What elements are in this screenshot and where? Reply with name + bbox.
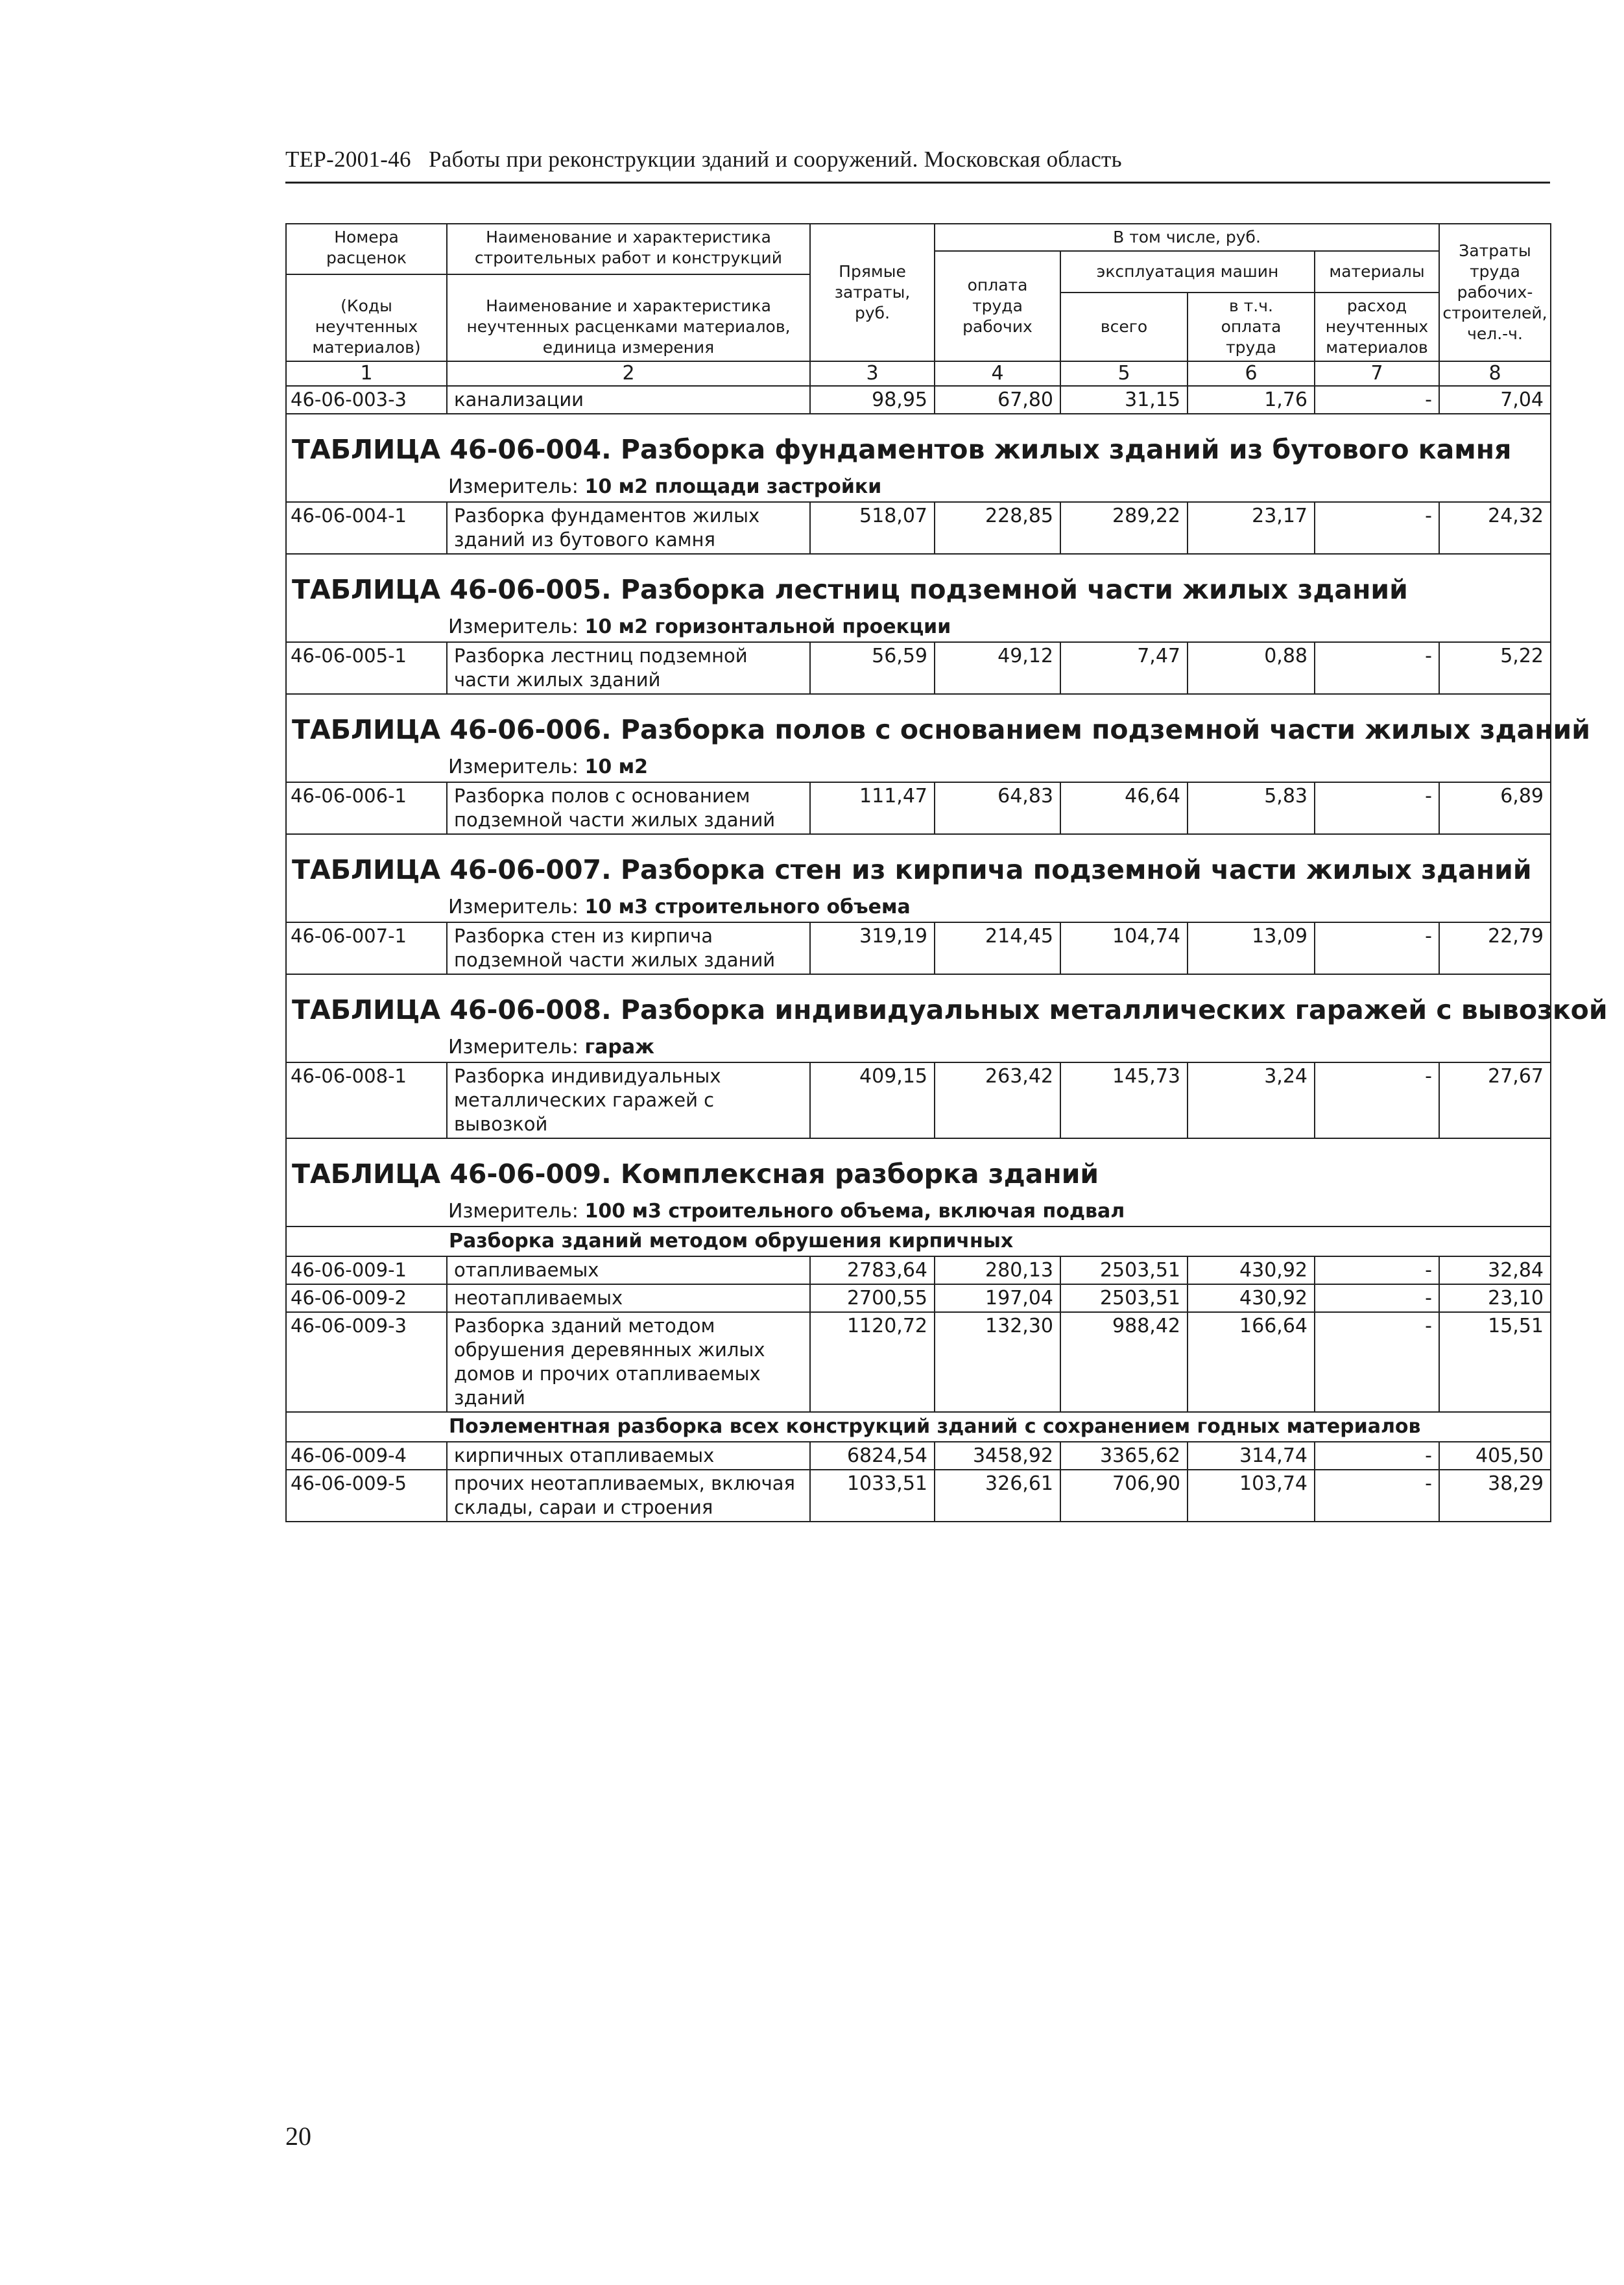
section-title: ТАБЛИЦА 46-06-004. Разборка фундаментов жилых зданий из бутового камня [286,414,1551,473]
rate-name: прочих неотапливаемых, включая склады, сараи и строения [447,1470,810,1522]
machines-wages-value: 430,92 [1188,1256,1315,1284]
direct-costs-value: 518,07 [810,502,935,554]
rates-table-container [285,223,1608,1522]
table-row [286,1256,1551,1284]
rate-code: 46-06-009-4 [286,1442,447,1470]
page-number: 20 [285,2122,311,2151]
wages-value: 3458,92 [935,1442,1060,1470]
measurer-label: Измеритель: [448,896,579,918]
direct-costs-value: 6824,54 [810,1442,935,1470]
labor-costs-value: 6,89 [1439,782,1551,834]
machines-wages-value: 314,74 [1188,1442,1315,1470]
labor-costs-value: 7,04 [1439,386,1551,414]
materials-value: - [1315,386,1439,414]
machines-wages-value: 103,74 [1188,1470,1315,1522]
rate-code: 46-06-005-1 [286,642,447,694]
rate-code: 46-06-009-3 [286,1312,447,1412]
direct-costs-value: 56,59 [810,642,935,694]
labor-costs-value: 5,22 [1439,642,1551,694]
measurer [286,893,1551,922]
rate-name: кирпичных отапливаемых [447,1442,810,1470]
head-materials: материалы [1315,251,1439,293]
measurer-row [286,473,1551,502]
wages-value: 49,12 [935,642,1060,694]
measurer-value: 100 м3 строительного объема, включая подвал [584,1200,1125,1223]
measurer-label: Измеритель: [448,1036,579,1059]
machines-total-value: 145,73 [1060,1062,1188,1138]
section-title-row [286,974,1551,1033]
head-machines: эксплуатация машин [1060,251,1315,293]
direct-costs-value: 409,15 [810,1062,935,1138]
labor-costs-value: 24,32 [1439,502,1551,554]
table-head-row-1 [286,224,1551,251]
materials-value: - [1315,1256,1439,1284]
column-number: 6 [1188,361,1315,386]
rate-name: отапливаемых [447,1256,810,1284]
wages-value: 214,45 [935,922,1060,974]
materials-value: - [1315,782,1439,834]
labor-costs-value: 38,29 [1439,1470,1551,1522]
machines-wages-value: 166,64 [1188,1312,1315,1412]
table-row [286,1442,1551,1470]
column-number: 1 [286,361,447,386]
section-title-row [286,554,1551,613]
direct-costs-value: 1033,51 [810,1470,935,1522]
machines-total-value: 289,22 [1060,502,1188,554]
column-number: 2 [447,361,810,386]
rate-code: 46-06-006-1 [286,782,447,834]
materials-value: - [1315,642,1439,694]
labor-costs-value: 15,51 [1439,1312,1551,1412]
wages-value: 64,83 [935,782,1060,834]
head-rate-number: Номера расценок (Коды неучтенных материалов) [286,224,447,361]
head-including: В том числе, руб. [935,224,1439,251]
machines-total-value: 3365,62 [1060,1442,1188,1470]
rate-name: Разборка полов с основанием подземной части жилых зданий [447,782,810,834]
rates-table-body [286,224,1608,1522]
rate-code: 46-06-007-1 [286,922,447,974]
wages-value: 197,04 [935,1284,1060,1312]
rate-code: 46-06-003-3 [286,386,447,414]
table-row [286,386,1551,414]
direct-costs-value: 111,47 [810,782,935,834]
rate-name: Разборка стен из кирпича подземной части жилых зданий [447,922,810,974]
measurer-value: 10 м3 строительного объема [584,896,911,918]
labor-costs-value: 32,84 [1439,1256,1551,1284]
measurer [286,1197,1551,1226]
machines-wages-value: 23,17 [1188,502,1315,554]
wages-value: 280,13 [935,1256,1060,1284]
head-materials-usage: расход неучтенных материалов [1315,293,1439,361]
head-machines-wages: в т.ч. оплата труда [1188,293,1315,361]
wages-value: 132,30 [935,1312,1060,1412]
document-title: Работы при реконструкции зданий и сооружений. Московская область [429,147,1122,172]
machines-total-value: 2503,51 [1060,1256,1188,1284]
subsection-heading: Разборка зданий методом обрушения кирпичных [286,1226,1551,1256]
materials-value: - [1315,502,1439,554]
machines-wages-value: 1,76 [1188,386,1315,414]
measurer [286,1033,1551,1062]
table-row [286,1062,1551,1138]
head-direct-costs: Прямые затраты, руб. [810,224,935,361]
section-title: ТАБЛИЦА 46-06-006. Разборка полов с основанием подземной части жилых зданий [286,694,1551,753]
machines-total-value: 46,64 [1060,782,1188,834]
materials-value: - [1315,1284,1439,1312]
measurer-label: Измеритель: [448,475,579,498]
rate-code: 46-06-009-5 [286,1470,447,1522]
machines-total-value: 2503,51 [1060,1284,1188,1312]
machines-total-value: 31,15 [1060,386,1188,414]
rate-code: 46-06-009-2 [286,1284,447,1312]
subsection-heading-row [286,1226,1551,1256]
wages-value: 228,85 [935,502,1060,554]
rate-name: Разборка лестниц подземной части жилых зданий [447,642,810,694]
document-code: ТЕР-2001-46 [285,147,411,172]
measurer-row [286,893,1551,922]
direct-costs-value: 1120,72 [810,1312,935,1412]
table-row [286,1470,1551,1522]
rates-table [285,223,1608,1522]
direct-costs-value: 2700,55 [810,1284,935,1312]
measurer-label: Измеритель: [448,756,579,778]
measurer-row [286,613,1551,642]
measurer-value: 10 м2 [584,756,649,778]
labor-costs-value: 22,79 [1439,922,1551,974]
column-number: 8 [1439,361,1551,386]
machines-total-value: 7,47 [1060,642,1188,694]
measurer-row [286,1033,1551,1062]
column-number: 3 [810,361,935,386]
materials-value: - [1315,1442,1439,1470]
wages-value: 67,80 [935,386,1060,414]
rate-code: 46-06-008-1 [286,1062,447,1138]
measurer-row [286,753,1551,782]
table-row [286,502,1551,554]
labor-costs-value: 405,50 [1439,1442,1551,1470]
column-number: 4 [935,361,1060,386]
labor-costs-value: 27,67 [1439,1062,1551,1138]
materials-value: - [1315,922,1439,974]
table-row [286,1284,1551,1312]
measurer-value: гараж [584,1036,654,1059]
machines-total-value: 706,90 [1060,1470,1188,1522]
measurer [286,613,1551,642]
table-row [286,782,1551,834]
head-machines-total: всего [1060,293,1188,361]
section-title-row [286,834,1551,893]
direct-costs-value: 2783,64 [810,1256,935,1284]
subsection-heading: Поэлементная разборка всех конструкций зданий с сохранением годных материалов [286,1412,1551,1442]
header-rule [285,182,1550,184]
machines-wages-value: 5,83 [1188,782,1315,834]
section-title: ТАБЛИЦА 46-06-009. Комплексная разборка зданий [286,1138,1551,1197]
column-number: 5 [1060,361,1188,386]
rate-name: Разборка зданий методом обрушения деревянных жилых домов и прочих отапливаемых зданий [447,1312,810,1412]
page-header [285,147,1550,173]
measurer-label: Измеритель: [448,616,579,638]
measurer-value: 10 м2 горизонтальной проекции [584,616,951,638]
table-row [286,1312,1551,1412]
wages-value: 326,61 [935,1470,1060,1522]
rate-name: неотапливаемых [447,1284,810,1312]
machines-total-value: 104,74 [1060,922,1188,974]
direct-costs-value: 319,19 [810,922,935,974]
machines-total-value: 988,42 [1060,1312,1188,1412]
measurer [286,473,1551,502]
measurer-row [286,1197,1551,1226]
rate-code: 46-06-004-1 [286,502,447,554]
machines-wages-value: 430,92 [1188,1284,1315,1312]
head-work-name: Наименование и характеристика строительных работ и конструкций Наименование и характеристика неучтенных расценками материалов, единица измерения [447,224,810,361]
materials-value: - [1315,1470,1439,1522]
measurer-value: 10 м2 площади застройки [584,475,882,498]
rate-name: Разборка индивидуальных металлических гаражей с вывозкой [447,1062,810,1138]
materials-value: - [1315,1312,1439,1412]
table-row [286,642,1551,694]
machines-wages-value: 13,09 [1188,922,1315,974]
section-title-row [286,694,1551,753]
direct-costs-value: 98,95 [810,386,935,414]
rate-code: 46-06-009-1 [286,1256,447,1284]
section-title: ТАБЛИЦА 46-06-008. Разборка индивидуальных металлических гаражей с вывозкой [286,974,1551,1033]
rate-name: канализации [447,386,810,414]
labor-costs-value: 23,10 [1439,1284,1551,1312]
head-wages: оплата труда рабочих [935,251,1060,361]
table-row [286,922,1551,974]
section-title-row [286,414,1551,473]
materials-value: - [1315,1062,1439,1138]
section-title: ТАБЛИЦА 46-06-007. Разборка стен из кирпича подземной части жилых зданий [286,834,1551,893]
subsection-heading-row [286,1412,1551,1442]
column-number: 7 [1315,361,1439,386]
head-labor-costs: Затраты труда рабочих- строителей, чел.-ч. [1439,224,1551,361]
column-number-row [286,361,1551,386]
machines-wages-value: 0,88 [1188,642,1315,694]
wages-value: 263,42 [935,1062,1060,1138]
section-title: ТАБЛИЦА 46-06-005. Разборка лестниц подземной части жилых зданий [286,554,1551,613]
measurer-label: Измеритель: [448,1200,579,1223]
measurer [286,753,1551,782]
section-title-row [286,1138,1551,1197]
rate-name: Разборка фундаментов жилых зданий из бутового камня [447,502,810,554]
machines-wages-value: 3,24 [1188,1062,1315,1138]
